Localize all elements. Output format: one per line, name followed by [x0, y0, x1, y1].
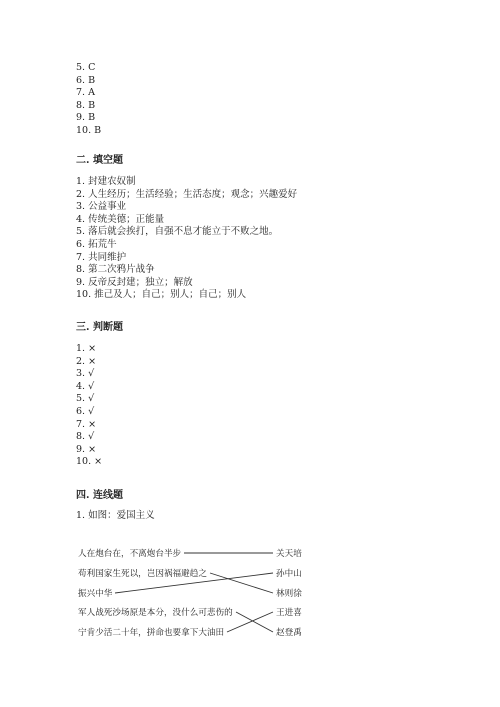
match-left-item: 军人战死沙场原是本分，没什么可悲伤的 — [78, 608, 233, 618]
match-right-item: 孙中山 — [276, 569, 302, 579]
match-right-item: 关天培 — [276, 549, 302, 559]
judge-section-title: 三. 判断题 — [76, 322, 123, 333]
match-line — [227, 612, 273, 632]
fill-answer: 5. 落后就会挨打，自强不息才能立于不败之地。 — [76, 226, 279, 238]
match-right-item: 赵登禹 — [276, 628, 302, 638]
choice-answer: 6. B — [76, 74, 96, 86]
match-left-item: 振兴中华 — [78, 589, 113, 599]
match-left-item: 宁肯少活二十年，拼命也要拿下大油田 — [78, 628, 225, 638]
judge-answer: 10. × — [76, 456, 103, 468]
choice-answer: 9. B — [76, 112, 96, 124]
choice-answer: 7. A — [76, 87, 95, 99]
match-right-item: 林则徐 — [276, 589, 302, 599]
fill-answer: 2. 人生经历；生活经验；生活态度；观念；兴趣爱好 — [76, 188, 298, 200]
judge-answer: 9. × — [76, 443, 97, 455]
choice-answer: 10. B — [76, 124, 102, 136]
choice-answer: 5. C — [76, 62, 96, 73]
fill-answer: 3. 公益事业 — [76, 201, 127, 213]
match-line — [115, 573, 273, 593]
judge-answer: 3. √ — [76, 368, 95, 380]
judge-answer: 7. × — [76, 418, 97, 430]
judge-answer: 6. √ — [76, 405, 95, 417]
judge-answer: 8. √ — [76, 431, 95, 443]
match-line — [236, 612, 273, 632]
fill-answer: 7. 共同维护 — [76, 251, 127, 263]
match-answer-text: 1. 如图：爱国主义 — [76, 510, 155, 521]
match-section-title: 四. 连线题 — [76, 490, 123, 501]
fill-answer: 8. 第二次鸦片战争 — [76, 264, 155, 276]
match-right-item: 王进喜 — [276, 608, 302, 618]
match-left-item: 苟利国家生死以，岂因祸福避趋之 — [78, 569, 207, 579]
fill-answer: 6. 拓荒牛 — [76, 238, 117, 250]
judge-answer: 2. × — [76, 355, 97, 367]
fill-answer: 4. 传统美德；正能量 — [76, 213, 165, 225]
fill-answer: 1. 封建农奴制 — [76, 176, 136, 187]
judge-answer: 5. √ — [76, 393, 95, 405]
match-line — [210, 573, 273, 593]
fill-answer: 9. 反帝反封建；独立；解放 — [76, 276, 193, 288]
match-left-item: 人在炮台在，不离炮台半步 — [78, 549, 182, 559]
judge-answer: 4. √ — [76, 380, 95, 392]
fill-section-title: 二. 填空题 — [76, 155, 123, 166]
fill-answer: 10. 推己及人；自己；别人；自己；别人 — [76, 289, 247, 301]
judge-answer: 1. × — [76, 343, 97, 354]
choice-answer: 8. B — [76, 99, 96, 111]
